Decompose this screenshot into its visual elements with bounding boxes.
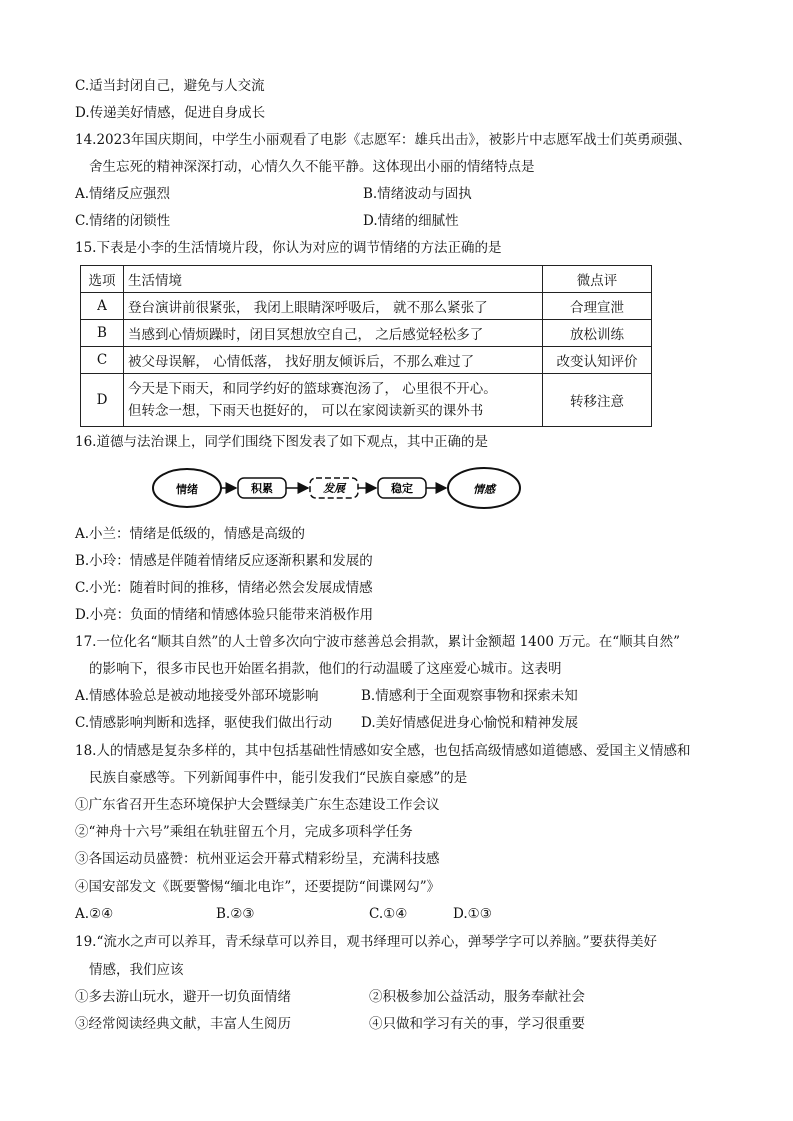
q19-item-3: ③经常阅读经典文献，丰富人生阅历 — [75, 1016, 291, 1032]
q19-item-4: ④只做和学习有关的事，学习很重要 — [369, 1016, 585, 1032]
node-emotion-label: 情绪 — [176, 483, 198, 496]
q18-option-a: A.②④ — [75, 906, 114, 922]
table-cell-scene: 被父母误解， 心情低落， 找好朋友倾诉后，不那么难过了 — [124, 347, 543, 374]
q13-option-d: D.传递美好情感，促进自身成长 — [75, 105, 266, 121]
q16-stem: 16.道德与法治课上，同学们围绕下图发表了如下观点，其中正确的是 — [75, 434, 488, 450]
q18-option-b: B.②③ — [216, 906, 255, 922]
q19-stem-line2: 情感，我们应该 — [89, 962, 184, 978]
scene-line: 今天是下雨天，和同学约好的篮球赛泡汤了， 心里很不开心。 — [128, 381, 497, 397]
table-cell-scene: 当感到心情烦躁时，闭目冥想放空自己， 之后感觉轻松多了 — [124, 320, 543, 347]
table-cell-scene — [124, 374, 543, 427]
q18-stem-line2: 民族自豪感等。下列新闻事件中，能引发我们“民族自豪感”的是 — [89, 770, 468, 786]
node-accumulate-label: 积累 — [251, 482, 273, 495]
table-cell-comment: 转移注意 — [543, 374, 652, 427]
q18-item-1: ①广东省召开生态环境保护大会暨绿美广东生态建设工作会议 — [75, 797, 440, 813]
node-feeling-label: 情感 — [473, 483, 495, 496]
scene-line: 但转念一想，下雨天也挺好的， 可以在家阅读新买的课外书 — [128, 403, 484, 419]
emotion-regulation-table — [80, 265, 652, 427]
q17-stem-line1: 17.一位化名“顺其自然”的人士曾多次向宁波市慈善总会捐款，累计金额超 1400 万元。在“顺其自然” — [75, 634, 681, 650]
q18-option-d: D.①③ — [453, 906, 492, 922]
table-header-option: 选项 — [81, 266, 124, 293]
q18-stem-line1: 18.人的情感是复杂多样的，其中包括基础性情感如安全感，也包括高级情感如道德感、爱国主义情感和 — [75, 743, 691, 759]
q14-stem-line2: 舍生忘死的精神深深打动，心情久久不能平静。这体现出小丽的情绪特点是 — [89, 159, 535, 175]
q14-option-b: B.情绪波动与固执 — [363, 186, 472, 202]
q14-option-d: D.情绪的细腻性 — [363, 213, 459, 229]
table-cell-option: B — [81, 320, 124, 347]
table-cell-comment: 合理宣泄 — [543, 293, 652, 320]
q18-item-4: ④国安部发文《既要警惕“缅北电诈”，还要提防“间谍网勾”》 — [75, 879, 441, 895]
table-cell-scene: 登台演讲前很紧张， 我闭上眼睛深呼吸后， 就不那么紧张了 — [124, 293, 543, 320]
node-develop-label: 发展 — [323, 482, 345, 495]
q17-stem-line2: 的影响下，很多市民也开始匿名捐款，他们的行动温暖了这座爱心城市。这表明 — [89, 661, 562, 677]
table-row — [81, 320, 652, 347]
q17-option-a: A.情感体验总是被动地接受外部环境影响 — [75, 688, 319, 704]
table-cell-option: D — [81, 374, 124, 427]
q15-stem: 15.下表是小李的生活情境片段，你认为对应的调节情绪的方法正确的是 — [75, 240, 502, 256]
q14-option-a: A.情绪反应强烈 — [75, 186, 171, 202]
q19-item-2: ②积极参加公益活动，服务奉献社会 — [369, 989, 585, 1005]
node-stable-label: 稳定 — [391, 482, 413, 495]
q19-item-1: ①多去游山玩水，避开一切负面情绪 — [75, 989, 291, 1005]
q17-option-c: C.情感影响判断和选择，驱使我们做出行动 — [75, 715, 333, 731]
q17-option-d: D.美好情感促进身心愉悦和精神发展 — [361, 715, 579, 731]
table-header-scene: 生活情境 — [124, 266, 543, 293]
table-header-comment: 微点评 — [543, 266, 652, 293]
q18-option-c: C.①④ — [369, 906, 408, 922]
q17-option-b: B.情感利于全面观察事物和探索未知 — [361, 688, 578, 704]
q16-option-c: C.小光：随着时间的推移，情绪必然会发展成情感 — [75, 580, 373, 596]
q16-option-a: A.小兰：情绪是低级的，情感是高级的 — [75, 526, 306, 542]
q18-item-2: ②“神舟十六号”乘组在轨驻留五个月，完成多项科学任务 — [75, 824, 413, 840]
q14-option-c: C.情绪的闭锁性 — [75, 213, 171, 229]
emotion-to-feeling-diagram — [150, 466, 530, 512]
q13-option-c: C.适当封闭自己，避免与人交流 — [75, 78, 265, 94]
q16-option-b: B.小玲：情感是伴随着情绪反应逐渐积累和发展的 — [75, 553, 373, 569]
q18-item-3: ③各国运动员盛赞：杭州亚运会开幕式精彩纷呈，充满科技感 — [75, 851, 440, 867]
table-row — [81, 374, 652, 427]
table-row — [81, 347, 652, 374]
table-cell-option: C — [81, 347, 124, 374]
table-cell-comment: 放松训练 — [543, 320, 652, 347]
q19-stem-line1: 19.“流水之声可以养耳，青禾绿草可以养目，观书绎理可以养心，弹琴学字可以养脑。”要获得美好 — [75, 934, 658, 950]
q16-option-d: D.小亮：负面的情绪和情感体验只能带来消极作用 — [75, 607, 374, 623]
q14-stem-line1: 14.2023年国庆期间，中学生小丽观看了电影《志愿军：雄兵出击》，被影片中志愿军战士们英勇顽强、 — [75, 132, 692, 148]
table-header-row — [81, 266, 652, 293]
table-row — [81, 293, 652, 320]
table-cell-comment: 改变认知评价 — [543, 347, 652, 374]
table-cell-option: A — [81, 293, 124, 320]
